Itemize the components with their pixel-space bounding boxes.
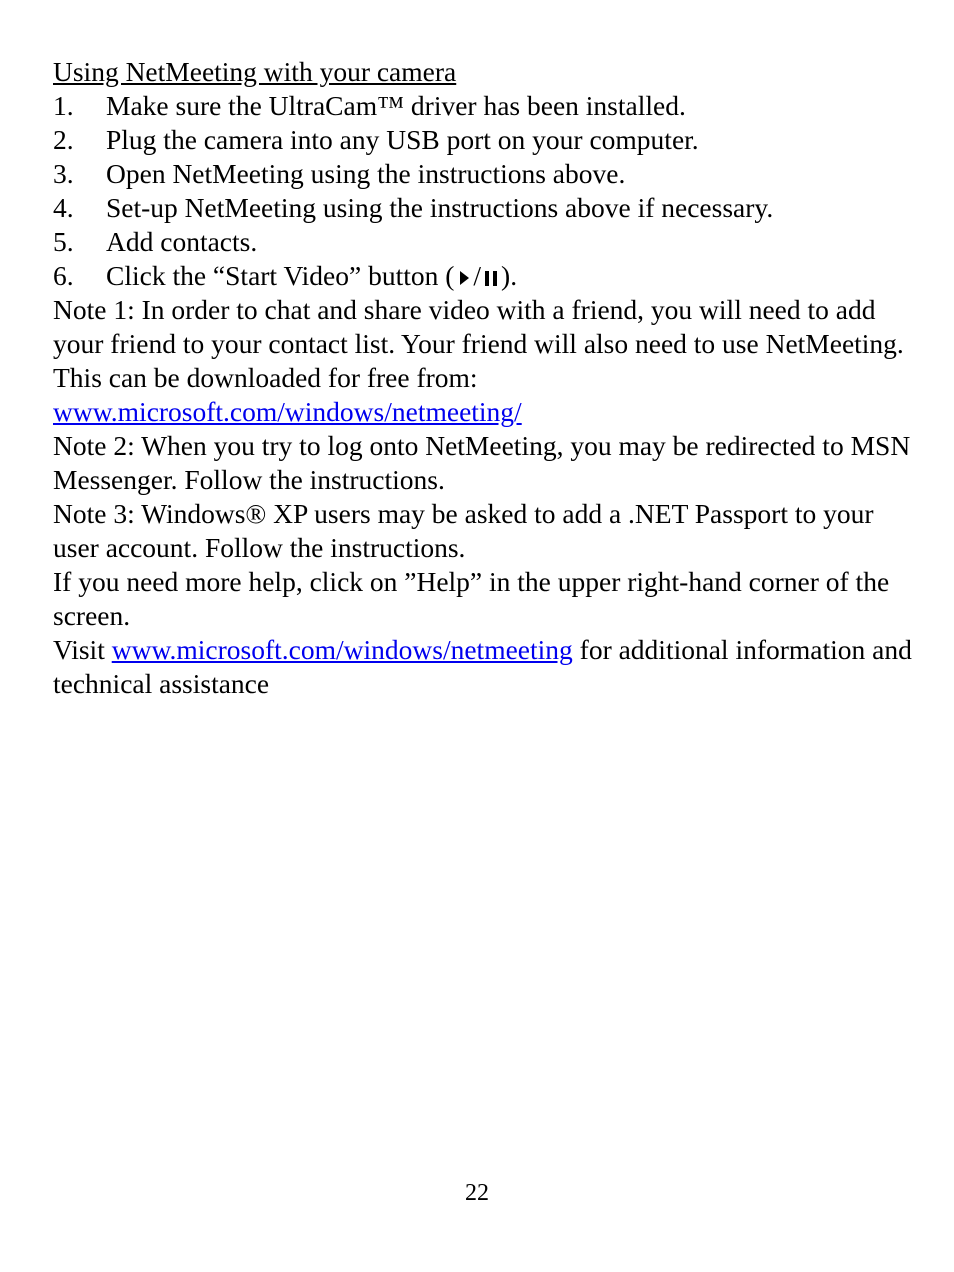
- step-text-before: Click the “Start Video” button (: [106, 260, 455, 291]
- step-text: Set-up NetMeeting using the instructions above if necessary.: [106, 192, 774, 223]
- step-text: Add contacts.: [106, 226, 258, 257]
- step-text-after: ).: [501, 260, 518, 291]
- step-number: 1.: [53, 90, 74, 121]
- step-text: Make sure the UltraCam™ driver has been installed.: [106, 90, 686, 121]
- step-text: [106, 259, 517, 293]
- step-text: Open NetMeeting using the instructions above.: [106, 158, 626, 189]
- netmeeting-download-link[interactable]: www.microsoft.com/windows/netmeeting/: [53, 396, 522, 427]
- list-item: [53, 123, 913, 157]
- icon-separator: /: [473, 260, 482, 291]
- visit-text: [53, 633, 913, 701]
- step-number: 5.: [53, 226, 74, 257]
- netmeeting-info-link[interactable]: www.microsoft.com/windows/netmeeting: [111, 634, 573, 665]
- visit-after: for additional information and technical assistance: [53, 634, 912, 699]
- help-text: If you need more help, click on ”Help” in the upper right-hand corner of the screen.: [53, 566, 890, 631]
- note-2: Note 2: When you try to log onto NetMeeting, you may be redirected to MSN Messenger. Follow the instructions.: [53, 430, 911, 495]
- steps-list: [53, 89, 913, 293]
- list-item: [53, 191, 913, 225]
- step-number: 2.: [53, 124, 74, 155]
- step-number: 3.: [53, 158, 74, 189]
- step-text: Plug the camera into any USB port on your computer.: [106, 124, 699, 155]
- note-3: Note 3: Windows® XP users may be asked to add a .NET Passport to your user account. Follow the instructions.: [53, 498, 874, 563]
- play-icon: [460, 271, 469, 285]
- pause-icon: [485, 271, 497, 286]
- page-number: 22: [465, 1180, 489, 1206]
- section-heading: Using NetMeeting with your camera: [53, 56, 457, 87]
- list-item: [53, 259, 913, 293]
- step-number: 4.: [53, 192, 74, 223]
- step-number: 6.: [53, 260, 74, 291]
- note-1-text: Note 1: In order to chat and share video with a friend, you will need to add your friend to your contact list. Your friend will also need to use NetMeeting. This can be downloaded for free from:: [53, 294, 904, 393]
- list-item: [53, 225, 913, 259]
- list-item: [53, 157, 913, 191]
- list-item: [53, 89, 913, 123]
- visit-before: Visit: [53, 634, 112, 665]
- note-1: [53, 293, 913, 429]
- page-content: [53, 55, 913, 701]
